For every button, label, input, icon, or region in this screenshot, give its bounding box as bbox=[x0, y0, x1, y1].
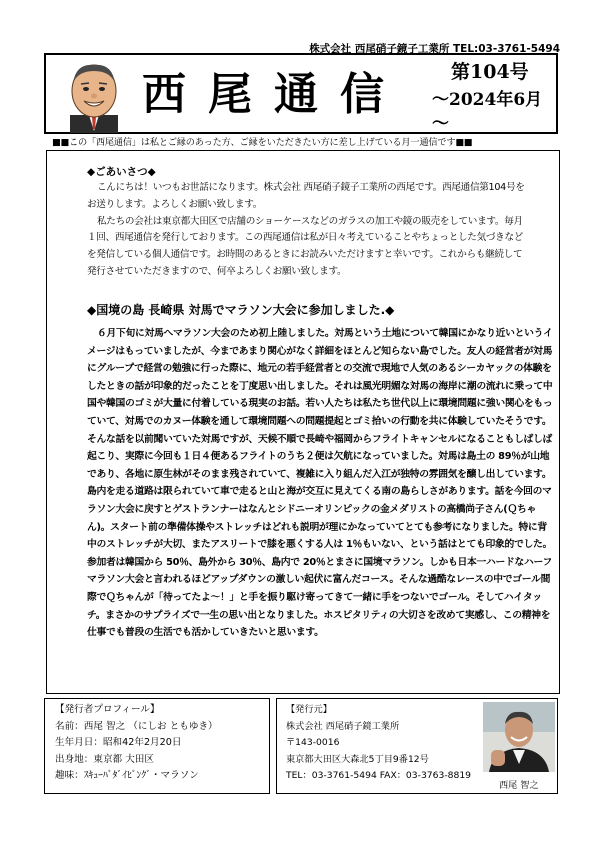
publisher-text bbox=[286, 702, 471, 785]
author-photo bbox=[483, 702, 555, 772]
newsletter-subtitle: ■■この「西尾通信」は私とご縁のあった方、ご縁をいただきたい方に差し上げている月一通信です■■ bbox=[52, 137, 473, 148]
profile-birthplace: 出身地：東京都 大田区 bbox=[55, 753, 154, 765]
photo-caption: 西尾 智之 bbox=[499, 780, 539, 791]
greeting-section bbox=[87, 180, 531, 281]
newsletter-title: 西尾通信 bbox=[142, 69, 406, 120]
publisher-profile-box bbox=[44, 698, 270, 794]
publisher-address: 東京都大田区大森北5丁目9番12号 bbox=[286, 753, 429, 765]
profile-hobby: 趣味：ｽｷｭｰﾊﾞﾀﾞｲﾋﾞﾝｸﾞ・マラソン bbox=[55, 770, 199, 782]
article-paragraph: ６月下旬に対馬へマラソン大会のため初上陸しました。対馬という土地について韓国にかなり近いというイメージはもっていましたが、今まであまり関心がなく詳細をほとんど知らない島でした。友人の経営者が対馬にグループで経営の勉強に行った際に、地元の若手経営者との交流で現地で人気のあるシーカヤックの体験をしたときの話が印象的だったことを丁度思い出しました。それは風光明媚な対馬の海岸に潮の流れに乗って中国や韓国のゴミが大量に付着している現実のお話。若い人たちは私たち世代以上に環境問題に強い関心をもっていて、対馬でのカヌー体験を通して環境問題への問題提起とゴミ拾いの行動を共に体験していたそうです。 bbox=[87, 328, 553, 427]
masthead bbox=[44, 53, 558, 134]
profile-birthdate: 生年月日：昭和42年2月20日 bbox=[55, 737, 182, 749]
issue-date: ～2024年6月～ bbox=[432, 90, 543, 134]
article-section bbox=[87, 325, 553, 642]
publisher-postal: 〒143-0016 bbox=[286, 737, 340, 749]
issue-number: 第104号 bbox=[451, 61, 529, 83]
publisher-heading: 【発行元】 bbox=[286, 704, 332, 715]
company-contact-header: 株式会社 西尾硝子鏡子工業所 TEL:03-3761-5494 bbox=[309, 43, 560, 55]
article-heading: ◆国境の島 長崎県 対馬でマラソン大会に参加しました.◆ bbox=[87, 303, 395, 317]
greeting-heading: ◆ごあいさつ◆ bbox=[87, 166, 156, 178]
profile-name: 名前：西尾 智之 （にしお ともゆき） bbox=[55, 720, 218, 732]
greeting-paragraph: 私たちの会社は東京都大田区で店舗のショーケースなどのガラスの加工や鏡の販売をしています。毎月１回、西尾通信を発行しております。この西尾通信は私が日々考えていることやちょっとした気づきなどを発信している個人通信です。お時間のあるときにお読みいただけますと幸いです。これからも継続して発行させていただきますので、何卒よろしくお願い致します。 bbox=[87, 215, 524, 277]
publisher-info-box bbox=[276, 698, 558, 794]
main-content-box bbox=[46, 150, 560, 694]
profile-heading: 【発行者プロフィール】 bbox=[55, 704, 160, 715]
publisher-company: 株式会社 西尾硝子鏡工業所 bbox=[286, 720, 400, 732]
caricature-portrait-icon bbox=[56, 57, 132, 133]
article-paragraph: そんな話を以前聞いていた対馬ですが、天候不順で長崎や福岡からフライトキャンセルになることもしばしば起こり、実際に今回も１日４便あるフライトのうち２便は欠航になっていました。対馬は島土の 89％が山地であり、各地に原生林がそのまま残されていて、複雑に入り組んだ入江が独特の雰囲気を醸し出しています。島内を走る道路は限られていて車で走ると山と海が交互に見えてくる南の島らしさがあります。話を今回のマラソン大会に戻すとゲストランナーはなんとシドニーオリンピックの金メダリストの高橋尚子さん(Ｑちゃん)。スタート前の準備体操やストレッチはどれも説明が理にかなっていてとても参考になりました。特に背中のストレッチが大切、またアスリートで膝を悪くする人は 1％もいない、という話はとても印象的でした。参加者は韓国から 50％、島外から 30％、島内で 20％とまさに国境マラソン。しかも日本一ハードなハーフマラソン大会と言われるほどアップダウンの激しい起伏に富んだコース。そんな過酷なレースの中でゴール間際でＱちゃんが「待ってたよ～！」と手を振り駆け寄ってきて一緒に手をつないでゴール。そしてハイタッチ。まさかのサプライズで一生の思い出となりました。ホスピタリティの大切さを改めて実感し、この精神を仕事でも普段の生活でも活かしていきたいと思います。 bbox=[87, 433, 553, 639]
publisher-contact: TEL：03-3761-5494 FAX：03-3763-8819 bbox=[286, 770, 472, 782]
greeting-paragraph: こんにちは！いつもお世話になります。株式会社 西尾硝子鏡子工業所の西尾です。西尾通信第104号をお送りします。よろしくお願い致します。 bbox=[87, 182, 525, 210]
